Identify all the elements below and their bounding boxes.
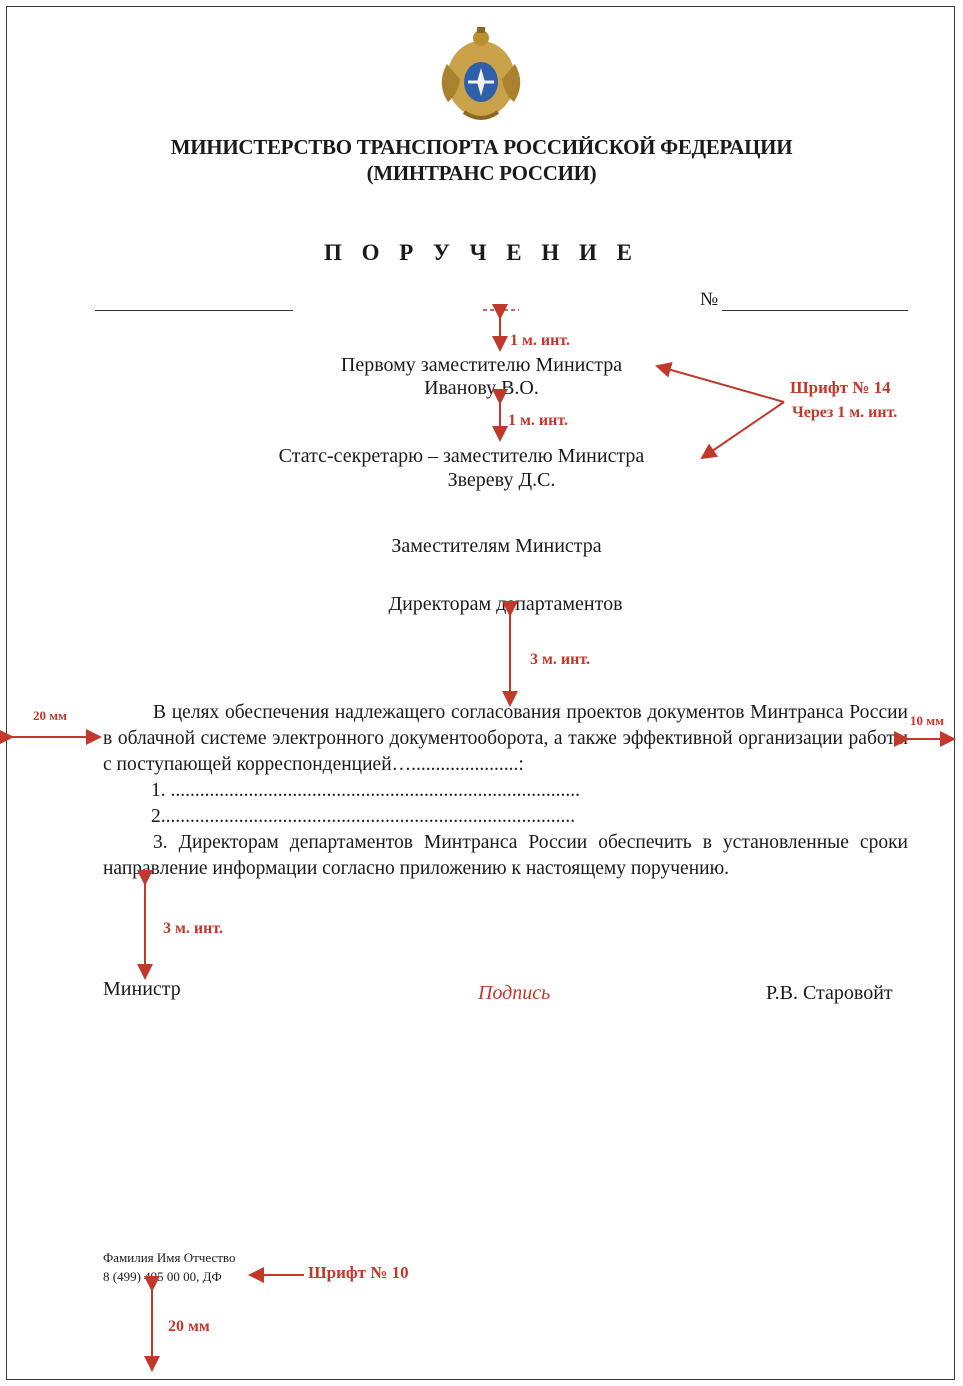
signature-placeholder: Подпись: [478, 982, 551, 1004]
list-item-1: 1. ....................................................................................: [151, 780, 580, 801]
annotation-through-1-interval: Через 1 м. инт.: [792, 404, 898, 421]
ministry-emblem: [434, 24, 528, 124]
recipient-deputies: Заместителям Министра: [391, 535, 602, 557]
recipient-first-deputy-title: Первому заместителю Министра: [340, 354, 623, 376]
date-line: [95, 310, 293, 311]
document-page: [6, 6, 955, 1380]
signer-name: Р.В. Старовойт: [766, 982, 893, 1004]
ministry-name-line1: МИНИСТЕРСТВО ТРАНСПОРТА РОССИЙСКОЙ ФЕДЕРАЦИИ: [170, 135, 793, 159]
list-item-3: 3. Директорам департаментов Минтранса России обеспечить в установленные сроки направление информации согласно приложению к настоящему поручению.: [103, 832, 908, 879]
executor-name: Фамилия Имя Отчество: [103, 1250, 236, 1265]
list-item-2: 2.....................................................................................: [151, 806, 576, 827]
annotation-3-interval-b: 3 м. инт.: [163, 920, 223, 937]
signer-position: Министр: [103, 978, 181, 1000]
number-line: [722, 310, 908, 311]
document-title: П О Р У Ч Е Н И Е: [323, 240, 640, 265]
document-body: [103, 700, 908, 882]
recipient-state-secretary-name: Звереву Д.С.: [447, 469, 556, 491]
executor-block: [103, 1248, 235, 1286]
ministry-name-line2: (МИНТРАНС РОССИИ): [366, 161, 597, 185]
annotation-1-interval-b: 1 м. инт.: [508, 412, 568, 429]
annotation-margin-right: 10 мм: [910, 713, 944, 728]
annotation-margin-left: 20 мм: [33, 708, 67, 723]
recipient-first-deputy-name: Иванову В.О.: [424, 377, 539, 399]
recipient-state-secretary-title: Статс-секретарю – заместителю Министра: [278, 445, 645, 467]
ministry-name: [0, 134, 963, 186]
number-label: №: [700, 289, 719, 310]
annotation-font10: Шрифт № 10: [308, 1263, 409, 1282]
annotation-font14: Шрифт № 14: [790, 378, 891, 397]
recipient-department-directors: Директорам департаментов: [388, 593, 623, 615]
annotation-margin-bottom: 20 мм: [168, 1318, 210, 1335]
executor-phone: 8 (499) 495 00 00, ДФ: [103, 1269, 222, 1284]
annotation-3-interval-a: 3 м. инт.: [530, 651, 590, 668]
intro-paragraph: В целях обеспечения надлежащего согласования проектов документов Минтранса России в облачной системе электронного документооборота, а также эффективной организации работы с поступающей корреспонденцией…......................:: [103, 702, 908, 775]
annotation-1-interval-a: 1 м. инт.: [510, 332, 570, 349]
